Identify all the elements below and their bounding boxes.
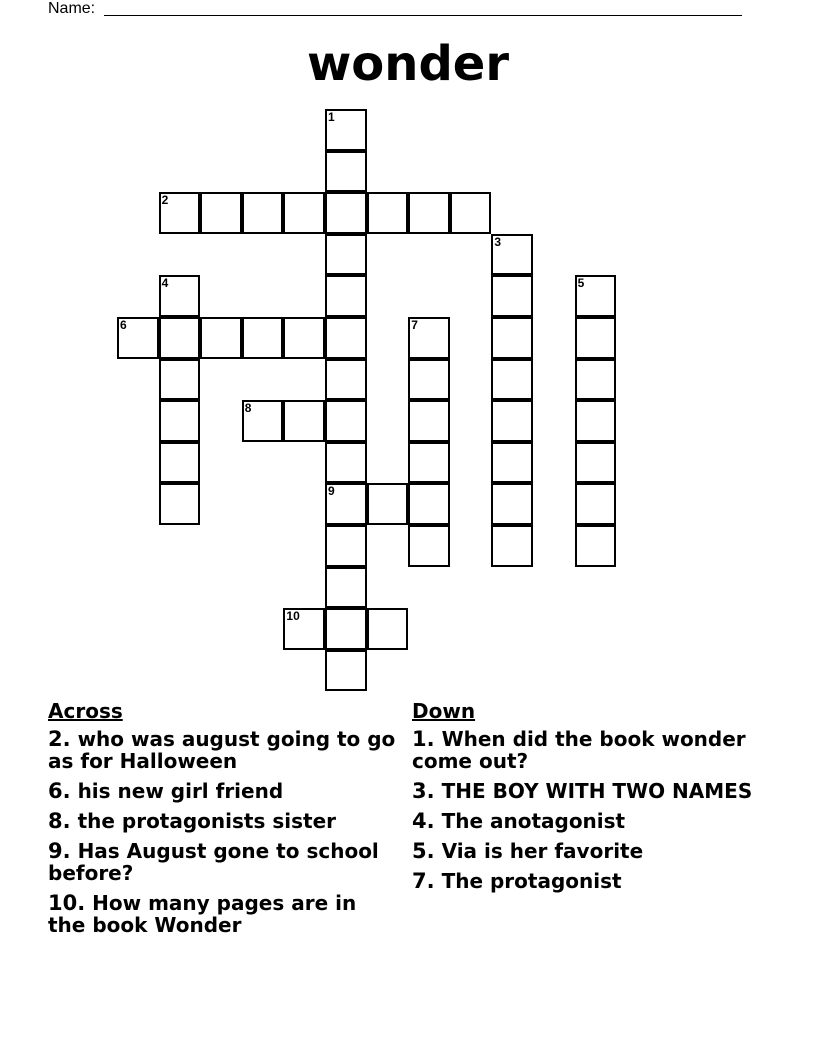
clue-number: 8. <box>48 809 71 833</box>
cell-number: 10 <box>286 609 300 624</box>
grid-cell[interactable] <box>325 525 367 567</box>
clue-number: 10. <box>48 891 86 915</box>
cell-number: 3 <box>494 234 502 249</box>
grid-cell[interactable] <box>159 192 201 234</box>
grid-cell[interactable] <box>408 400 450 442</box>
grid-cell[interactable] <box>325 442 367 484</box>
clue-text: The protagonist <box>441 869 622 893</box>
grid-cell[interactable] <box>200 192 242 234</box>
grid-cell[interactable] <box>491 442 533 484</box>
grid-cell[interactable] <box>367 192 409 234</box>
clue-item <box>48 892 398 936</box>
grid-cell[interactable] <box>325 192 367 234</box>
clue-number: 3. <box>412 779 435 803</box>
grid-cell[interactable] <box>325 234 367 276</box>
grid-cell[interactable] <box>159 483 201 525</box>
down-clue-list <box>412 728 762 892</box>
grid-cell[interactable] <box>200 317 242 359</box>
grid-cell[interactable] <box>159 275 201 317</box>
clue-item <box>412 728 762 772</box>
down-clues <box>412 700 762 900</box>
clue-text: The anotagonist <box>441 809 626 833</box>
grid-cell[interactable] <box>575 317 617 359</box>
grid-cell[interactable] <box>159 359 201 401</box>
grid-cell[interactable] <box>491 234 533 276</box>
grid-cell[interactable] <box>325 359 367 401</box>
clue-text: How many pages are in the book Wonder <box>48 891 357 937</box>
down-heading: Down <box>412 699 476 723</box>
grid-cell[interactable] <box>367 608 409 650</box>
cell-number: 4 <box>161 276 169 291</box>
grid-cell[interactable] <box>325 275 367 317</box>
across-clue-list <box>48 728 398 936</box>
grid-cell[interactable] <box>367 483 409 525</box>
clue-item <box>412 810 762 832</box>
grid-cell[interactable] <box>491 525 533 567</box>
grid-cell[interactable] <box>325 109 367 151</box>
grid-cell[interactable] <box>575 442 617 484</box>
grid-cell[interactable] <box>325 151 367 193</box>
grid-cell[interactable] <box>283 608 325 650</box>
grid-cell[interactable] <box>408 359 450 401</box>
cell-number: 7 <box>411 318 418 332</box>
cell-number: 6 <box>120 318 127 332</box>
clue-number: 9. <box>48 839 71 863</box>
clue-item <box>48 840 398 884</box>
clue-number: 7. <box>412 869 435 893</box>
clue-number: 2. <box>48 727 71 751</box>
clue-text: his new girl friend <box>77 779 284 803</box>
grid-cell[interactable] <box>408 525 450 567</box>
grid-cell[interactable] <box>575 400 617 442</box>
grid-cell[interactable] <box>491 275 533 317</box>
clue-item <box>412 840 762 862</box>
clue-text: Has August gone to school before? <box>48 839 379 885</box>
clue-text: who was august going to go as for Halloween <box>48 727 396 773</box>
grid-cell[interactable] <box>242 192 284 234</box>
cell-number: 1 <box>328 110 335 124</box>
clue-text: When did the book wonder come out? <box>412 727 746 773</box>
grid-cell[interactable] <box>491 400 533 442</box>
grid-cell[interactable] <box>325 650 367 692</box>
grid-cell[interactable] <box>242 317 284 359</box>
grid-cell[interactable] <box>159 400 201 442</box>
clue-text: THE BOY WITH TWO NAMES <box>441 779 753 803</box>
grid-cell[interactable] <box>408 483 450 525</box>
grid-cell[interactable] <box>408 442 450 484</box>
clue-number: 1. <box>412 727 435 751</box>
grid-cell[interactable] <box>283 400 325 442</box>
clue-item <box>48 728 398 772</box>
cell-number: 5 <box>577 276 585 291</box>
clue-text: the protagonists sister <box>77 809 336 833</box>
cell-number: 2 <box>161 193 169 208</box>
grid-cell[interactable] <box>575 359 617 401</box>
grid-cell[interactable] <box>575 483 617 525</box>
across-clues <box>48 700 398 944</box>
grid-cell[interactable] <box>283 192 325 234</box>
page-title: wonder <box>306 36 510 92</box>
clue-number: 6. <box>48 779 71 803</box>
grid-cell[interactable] <box>325 483 367 525</box>
grid-cell[interactable] <box>159 317 201 359</box>
clue-item <box>412 780 762 802</box>
grid-cell[interactable] <box>325 400 367 442</box>
grid-cell[interactable] <box>408 192 450 234</box>
cell-number: 8 <box>244 401 252 416</box>
clue-item <box>48 810 398 832</box>
clue-item <box>48 780 398 802</box>
grid-cell[interactable] <box>283 317 325 359</box>
grid-cell[interactable] <box>325 567 367 609</box>
grid-cell[interactable] <box>450 192 492 234</box>
grid-cell[interactable] <box>575 275 617 317</box>
grid-cell[interactable] <box>491 359 533 401</box>
clue-item <box>412 870 762 892</box>
grid-cell[interactable] <box>242 400 284 442</box>
clue-number: 4. <box>412 809 435 833</box>
grid-cell[interactable] <box>575 525 617 567</box>
grid-cell[interactable] <box>325 608 367 650</box>
grid-cell[interactable] <box>159 442 201 484</box>
cell-number: 9 <box>328 484 335 499</box>
grid-cell[interactable] <box>491 317 533 359</box>
clue-number: 5. <box>412 839 435 863</box>
clue-text: Via is her favorite <box>441 839 644 863</box>
name-label: Name: <box>48 0 96 17</box>
across-heading: Across <box>48 699 123 723</box>
grid-cell[interactable] <box>325 317 367 359</box>
grid-cell[interactable] <box>408 317 450 359</box>
grid-cell[interactable] <box>491 483 533 525</box>
grid-cell[interactable] <box>117 317 159 359</box>
